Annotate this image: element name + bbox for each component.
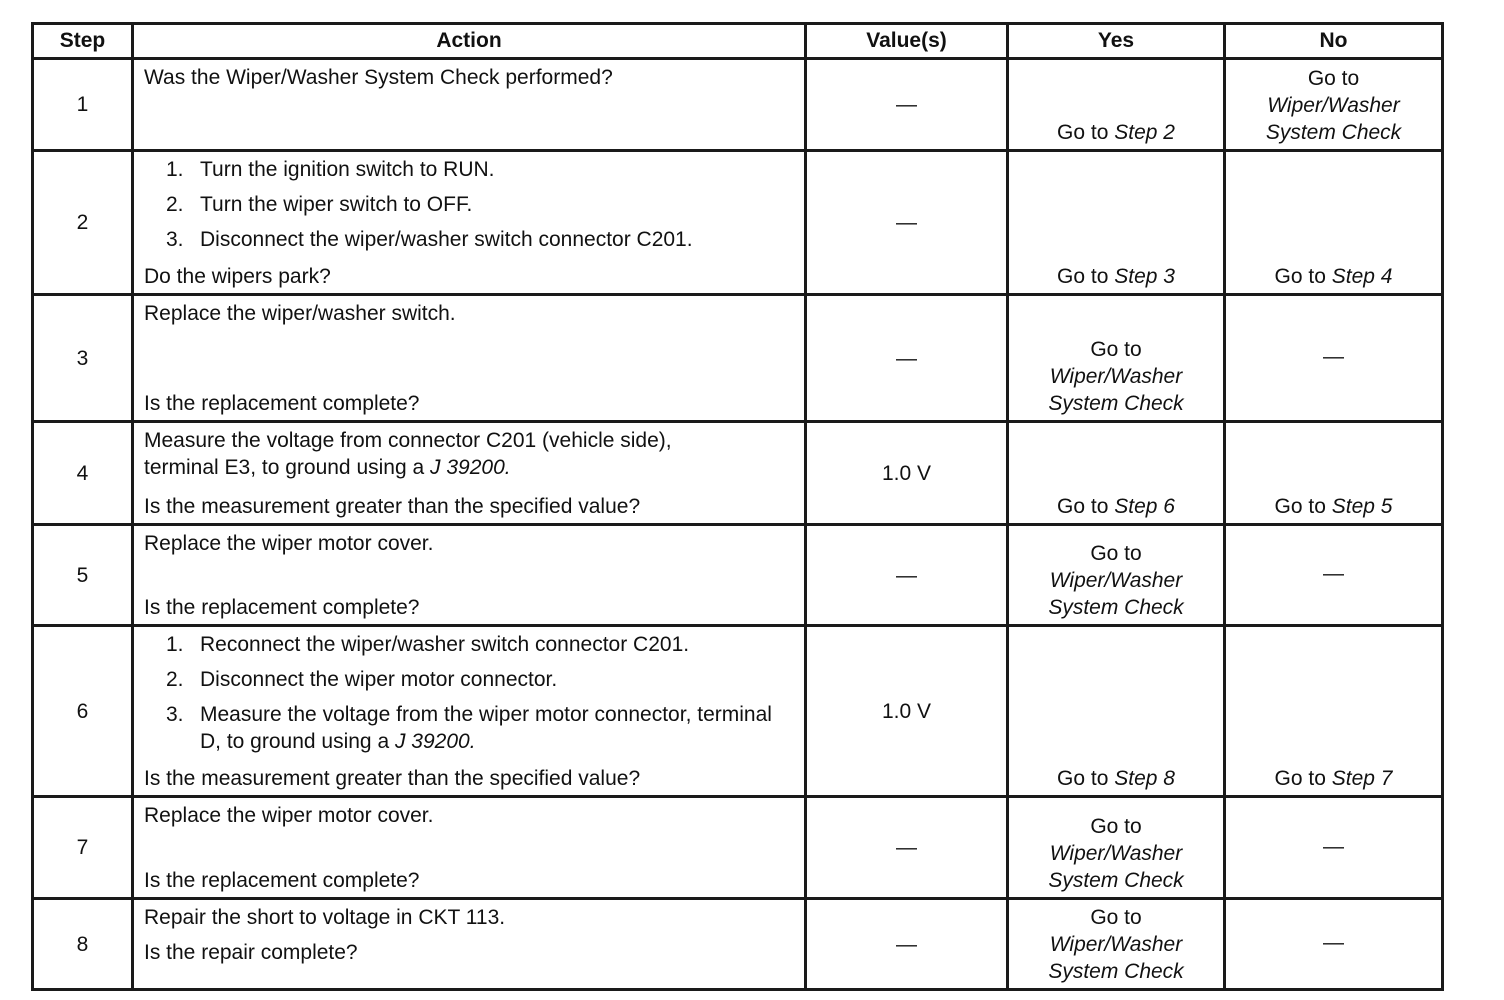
goto-label: Go to (1057, 121, 1109, 144)
table-row (33, 59, 1443, 151)
goto-label: Go to (1057, 265, 1109, 288)
yes-target[interactable]: System Check (1048, 392, 1184, 415)
table-row (33, 525, 1443, 626)
header-value: Value(s) (806, 24, 1008, 59)
question-text: Is the replacement complete? (144, 596, 420, 619)
goto-label: Go to (1090, 906, 1142, 929)
action-cell (133, 899, 806, 990)
step-number: 6 (33, 626, 133, 797)
list-item: 1. Turn the ignition switch to RUN. (166, 158, 495, 181)
header-step: Step (33, 24, 133, 59)
no-target[interactable]: Step 7 (1331, 767, 1393, 790)
no-cell[interactable] (1225, 59, 1443, 151)
yes-target[interactable]: Wiper/Washer (1049, 842, 1183, 865)
yes-cell[interactable] (1008, 899, 1225, 990)
instruction-text: Replace the wiper motor cover. (144, 532, 434, 555)
yes-target[interactable]: Step 3 (1114, 265, 1175, 288)
question-text: Was the Wiper/Washer System Check performed? (144, 66, 613, 89)
yes-target[interactable]: Wiper/Washer (1049, 365, 1183, 388)
table-row (33, 151, 1443, 295)
instruction-text: Replace the wiper/washer switch. (144, 302, 456, 325)
goto-label: Go to (1274, 495, 1326, 518)
action-cell (133, 295, 806, 422)
goto-label: Go to (1274, 265, 1326, 288)
yes-target[interactable]: Wiper/Washer (1049, 569, 1183, 592)
step-number: 8 (33, 899, 133, 990)
action-steps (144, 631, 794, 755)
step-number: 4 (33, 422, 133, 525)
action-steps (144, 156, 794, 253)
value-cell: 1.0 V (806, 626, 1008, 797)
header-action: Action (133, 24, 806, 59)
table-row (33, 422, 1443, 525)
yes-target[interactable]: Step 2 (1114, 121, 1175, 144)
tool-reference: J 39200. (394, 730, 476, 753)
no-target[interactable]: Step 5 (1331, 495, 1393, 518)
question-text: Is the repair complete? (144, 941, 358, 964)
yes-target[interactable]: System Check (1048, 960, 1184, 983)
question-text: Is the measurement greater than the specified value? (144, 495, 641, 518)
step-number: 5 (33, 525, 133, 626)
no-cell: — (1225, 295, 1443, 422)
goto-label: Go to (1090, 815, 1142, 838)
list-item: 3. Measure the voltage from the wiper motor connector, terminal D, to ground using a J 39200. (166, 703, 772, 753)
goto-label: Go to (1090, 542, 1142, 565)
instruction-text: Replace the wiper motor cover. (144, 804, 434, 827)
no-cell: — (1225, 899, 1443, 990)
question-text: Is the replacement complete? (144, 392, 420, 415)
value-cell: 1.0 V (806, 422, 1008, 525)
yes-cell[interactable] (1008, 797, 1225, 899)
list-item: 1. Reconnect the wiper/washer switch connector C201. (166, 633, 690, 656)
no-cell[interactable] (1225, 151, 1443, 295)
yes-target[interactable]: System Check (1048, 596, 1184, 619)
value-cell: — (806, 525, 1008, 626)
step-number: 1 (33, 59, 133, 151)
value-cell: — (806, 797, 1008, 899)
question-text: Do the wipers park? (144, 265, 331, 288)
step-number: 3 (33, 295, 133, 422)
goto-label: Go to (1090, 338, 1142, 361)
value-cell: — (806, 151, 1008, 295)
yes-cell[interactable] (1008, 59, 1225, 151)
step-number: 7 (33, 797, 133, 899)
yes-cell[interactable] (1008, 295, 1225, 422)
list-item: 2. Turn the wiper switch to OFF. (166, 193, 473, 216)
diagnostic-table (31, 22, 1444, 991)
no-target[interactable]: Wiper/Washer (1267, 94, 1400, 117)
question-text: Is the measurement greater than the specified value? (144, 767, 641, 790)
table-row (33, 295, 1443, 422)
action-cell (133, 626, 806, 797)
step-number: 2 (33, 151, 133, 295)
instruction-text: Repair the short to voltage in CKT 113. (144, 906, 506, 929)
table-row (33, 797, 1443, 899)
no-cell[interactable] (1225, 626, 1443, 797)
action-cell (133, 525, 806, 626)
value-cell: — (806, 295, 1008, 422)
no-target[interactable]: System Check (1265, 121, 1402, 144)
yes-cell[interactable] (1008, 422, 1225, 525)
question-text: Is the replacement complete? (144, 869, 420, 892)
header-yes: Yes (1008, 24, 1225, 59)
no-cell[interactable] (1225, 422, 1443, 525)
no-cell: — (1225, 525, 1443, 626)
action-cell (133, 422, 806, 525)
action-cell (133, 151, 806, 295)
goto-label: Go to (1057, 767, 1109, 790)
yes-cell[interactable] (1008, 626, 1225, 797)
goto-label: Go to (1307, 67, 1360, 90)
no-cell: — (1225, 797, 1443, 899)
action-cell (133, 797, 806, 899)
list-item: 3. Disconnect the wiper/washer switch connector C201. (166, 228, 693, 251)
yes-target[interactable]: Step 6 (1114, 495, 1175, 518)
action-cell (133, 59, 806, 151)
table-row (33, 626, 1443, 797)
table-row (33, 899, 1443, 990)
header-row (33, 24, 1443, 59)
goto-label: Go to (1274, 767, 1326, 790)
tool-reference: J 39200. (430, 456, 511, 479)
value-cell: — (806, 899, 1008, 990)
yes-target[interactable]: Step 8 (1114, 767, 1175, 790)
yes-cell[interactable] (1008, 525, 1225, 626)
yes-cell[interactable] (1008, 151, 1225, 295)
instruction-text: Measure the voltage from connector C201 (vehicle side), terminal E3, to ground using a J 39200. (144, 429, 672, 479)
list-item: 2. Disconnect the wiper motor connector. (166, 668, 558, 691)
yes-target[interactable]: Wiper/Washer (1049, 933, 1183, 956)
no-target[interactable]: Step 4 (1331, 265, 1393, 288)
value-cell: — (806, 59, 1008, 151)
goto-label: Go to (1057, 495, 1109, 518)
header-no: No (1225, 24, 1443, 59)
yes-target[interactable]: System Check (1048, 869, 1184, 892)
